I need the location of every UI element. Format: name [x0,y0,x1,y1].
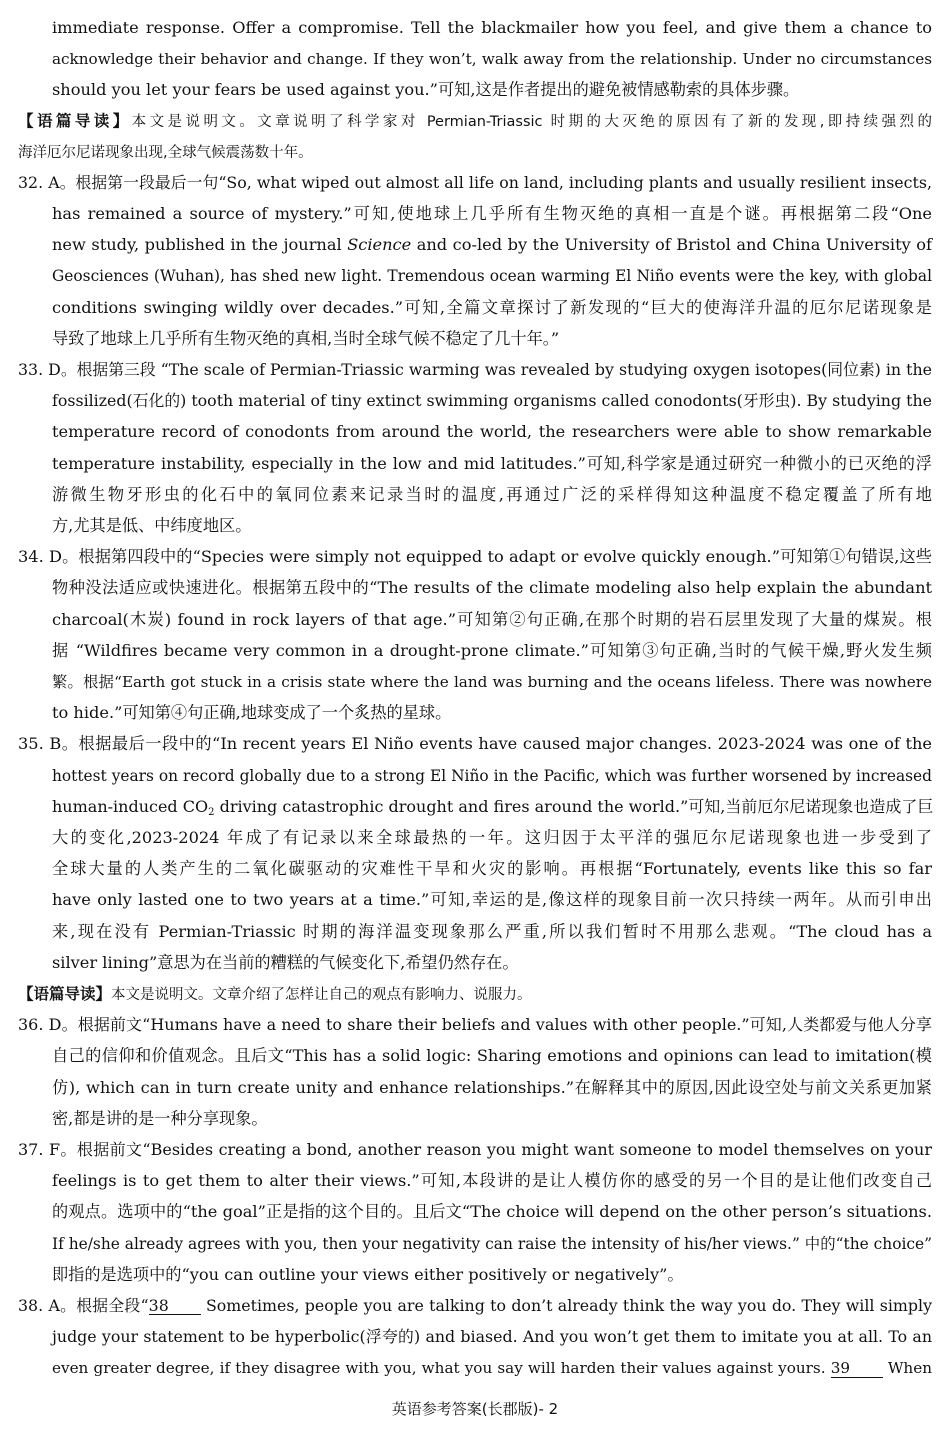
text-line: 的观点。选项中的“the goal”正是指的这个目的。且后文“The choice will depend on the other person’s situations. [52,1202,932,1221]
text-line: charcoal(木炭) found in rock layers of that age.”可知第②句正确,在那个时期的岩石层里发现了大量的煤炭。根 [52,610,932,629]
text-line: conditions swinging wildly over decades.”可知,全篇文章探讨了新发现的“巨大的使海洋升温的厄尔尼诺现象是 [52,298,932,317]
answer-37 [18,1140,932,1160]
text-line [52,1358,932,1378]
text-line: 物种没法适应或快速进化。根据第五段中的“The results of the climate modeling also help explain the abundant [52,578,932,597]
answer-text: D。根据第四段中的“Species were simply not equipped to adapt or evolve quickly enough.”可知第①句错误,这些 [49,547,932,566]
question-number: 37. [18,1140,44,1159]
answer-36 [18,1015,932,1035]
answer-32 [18,173,932,193]
guide-text: 海洋厄尔尼诺现象出现,全球气候震荡数十年。 [18,145,313,161]
question-number: 34. [18,547,44,566]
text-line: 导致了地球上几乎所有生物灭绝的真相,当时全球气候不稳定了几十年。” [52,329,560,348]
answer-34 [18,547,932,567]
text-line: 据 “Wildfires became very common in a drought-prone climate.”可知第③句正确,当时的气候干燥,野火发生频 [52,641,932,660]
question-number: 33. [18,360,44,379]
text-line [52,235,932,255]
guide-text: 本文是说明文。文章介绍了怎样让自己的观点有影响力、说服力。 [111,987,532,1003]
page-footer: 英语参考答案(长郡版)- 2 [391,1400,559,1418]
text-line: has remained a source of mystery.”可知,使地球上几乎所有生物灭绝的真相一直是个谜。再根据第二段“One [52,204,932,223]
text-span: human-induced CO [52,797,209,816]
question-number: 35. [18,734,44,753]
answer-33 [18,360,932,380]
answer-38 [18,1296,932,1316]
text-line: immediate response. Offer a compromise. Tell the blackmailer how you feel, and give them a chance to [52,18,932,37]
guide-tag: 【语篇导读】 [18,112,132,130]
question-number: 36. [18,1015,44,1034]
answer-text: B。根据最后一段中的“In recent years El Niño events have caused major changes. 2023-2024 was one of the [49,734,932,753]
text-line: 游微生物牙形虫的化石中的氧同位素来记录当时的温度,再通过广泛的采样得知这种温度不稳定覆盖了所有地 [52,485,932,504]
answer-35 [18,734,932,754]
text-line: temperature instability, especially in the low and mid latitudes.”可知,科学家是通过研究一种微小的已灭绝的浮 [52,454,932,473]
passage-guide [18,111,932,132]
text-line: should you let your fears be used against you.”可知,这是作者提出的避免被情感勒索的具体步骤。 [52,80,800,99]
text-line: to hide.”可知第④句正确,地球变成了一个炙热的星球。 [52,703,452,722]
passage-guide [18,984,932,1005]
text-line: temperature record of conodonts from around the world, the researchers were able to show remarkable [52,422,932,441]
text-line: 大的变化,2023-2024 年成了有记录以来全球最热的一年。这归因于太平洋的强厄尔尼诺现象也进一步受到了 [52,828,932,847]
answer-text: Sometimes, people you are talking to don’t already think the way you do. They will simply [200,1296,933,1315]
text-span: When [882,1359,932,1377]
guide-text: 本文是说明文。文章说明了科学家对 Permian-Triassic 时期的大灭绝的原因有了新的发现,即持续强烈的 [131,114,932,130]
text-line: 密,都是讲的是一种分享现象。 [52,1109,268,1128]
text-span: and co-led by the University of Bristol and China University of [411,235,932,254]
blank-38: 38 [149,1297,201,1315]
passage-guide-cont [18,142,932,163]
text-line: If he/she already agrees with you, then your negativity can raise the intensity of his/her views.” 中的“the choice” [52,1235,932,1253]
answer-text: A。根据全段“ [48,1296,149,1315]
text-line: 仿), which can in turn create unity and enhance relationships.”在解释其中的原因,因此设空处与前文关系更加紧 [52,1078,932,1097]
text-line [52,797,932,817]
text-line: 繁。根据“Earth got stuck in a crisis state where the land was burning and the oceans lifeless. There was nowhere [52,673,932,691]
question-number: 38. [18,1296,44,1315]
answer-text: A。根据第一段最后一句“So, what wiped out almost all life on land, including plants and usually resilient insects, [48,173,932,192]
text-line: hottest years on record globally due to a strong El Niño in the Pacific, which was further worsened by increased [52,767,932,785]
answer-text: D。根据前文“Humans have a need to share their beliefs and values with other people.”可知,人类都爱与他人分享 [48,1015,932,1034]
guide-tag: 【语篇导读】 [18,985,112,1003]
text-line: 方,尤其是低、中纬度地区。 [52,516,252,535]
text-line: 全球大量的人类产生的二氧化碳驱动的灾难性干旱和火灾的影响。再根据“Fortunately, events like this so far [52,859,932,878]
text-line: acknowledge their behavior and change. If they won’t, walk away from the relationship. Under no circumstances [52,50,932,68]
subscript: 2 [208,807,215,818]
text-line: Geosciences (Wuhan), has shed new light. Tremendous ocean warming El Niño events were the key, with global [52,267,932,285]
text-line: 自己的信仰和价值观念。且后文“This has a solid logic: Sharing emotions and opinions can lead to imitation(模 [52,1046,932,1065]
blank-39: 39 [831,1360,883,1378]
text-line: feelings is to get them to alter their views.”可知,本段讲的是让人模仿你的感受的另一个目的是让他们改变自己 [52,1171,932,1190]
text-line: 即指的是选项中的“you can outline your views either positively or negatively”。 [52,1265,684,1284]
answer-text: F。根据前文“Besides creating a bond, another reason you might want someone to model themselves on your [48,1140,932,1159]
question-number: 32. [18,173,44,192]
journal-name: Science [347,235,412,254]
text-span: new study, published in the journal [52,235,348,254]
text-line: fossilized(石化的) tooth material of tiny extinct swimming organisms called conodonts(牙形虫). By studying the [52,391,932,410]
text-line: silver lining”意思为在当前的糟糕的气候变化下,希望仍然存在。 [52,953,519,972]
answer-text: D。根据第三段 “The scale of Permian-Triassic warming was revealed by studying oxygen isotopes(同位素) in the [48,360,932,379]
text-line: have only lasted one to two years at a time.”可知,幸运的是,像这样的现象目前一次只持续一两年。从而引申出 [52,890,932,909]
text-line: judge your statement to be hyperbolic(浮夸的) and biased. And you won’t get them to imitate you at all. To an [52,1327,932,1346]
text-line: 来,现在没有 Permian-Triassic 时期的海洋温变现象那么严重,所以我们暂时不用那么悲观。“The cloud has a [52,922,932,941]
text-span: driving catastrophic drought and fires around the world.”可知,当前厄尔尼诺现象也造成了巨 [214,797,934,816]
text-span: even greater degree, if they disagree with you, what you say will harden their values against yours. [52,1359,831,1377]
